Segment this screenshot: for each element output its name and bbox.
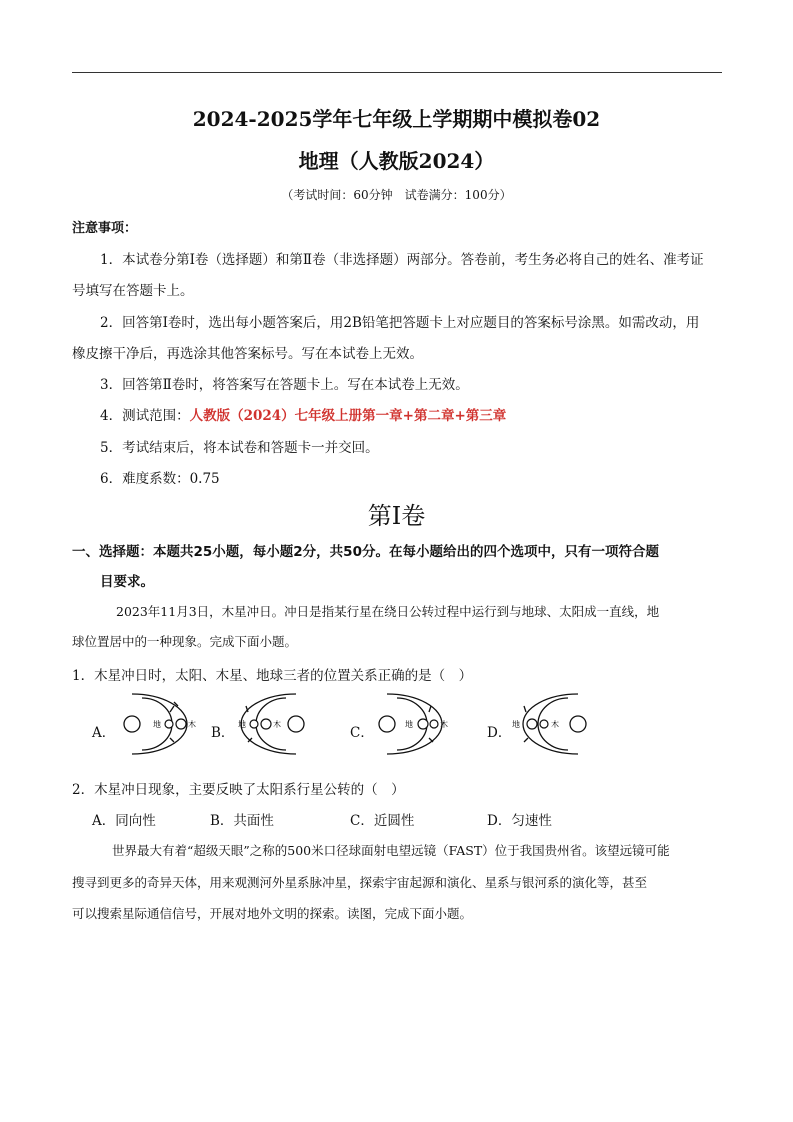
q1-option-c-label: C．	[350, 725, 374, 741]
notice-heading: 注意事项：	[72, 221, 138, 236]
jupiter-icon	[176, 719, 186, 729]
q1-option-c-diagram	[373, 692, 457, 756]
passage-1: 2023年11月3日，木星冲日。冲日是指某行星在绕日公转过程中运行到与地球、太阳成一直线，地	[116, 604, 660, 619]
passage-2: 世界最大有着“超级天眼”之称的500米口径球面射电望远镜（FAST）位于我国贵州省。该望远镜可能	[112, 843, 670, 858]
jupiter-icon	[261, 719, 271, 729]
sun-icon	[570, 716, 586, 732]
q2-option-b: B．共面性	[210, 813, 274, 829]
subject-title: 地理（人教版2024）	[298, 149, 495, 173]
notice-item-4-prefix: 4．测试范围：	[100, 408, 190, 424]
header-rule	[72, 72, 722, 73]
sun-icon	[124, 716, 140, 732]
earth-icon	[430, 720, 438, 728]
earth-label: 地	[238, 720, 246, 729]
notice-item-2-cont: 橡皮擦干净后，再选涂其他答案标号。写在本试卷上无效。	[72, 346, 423, 362]
q1-option-d-label: D．	[487, 725, 512, 741]
jupiter-icon	[527, 719, 537, 729]
jupiter-label: 木	[440, 720, 448, 729]
earth-icon	[540, 720, 548, 728]
jupiter-icon	[418, 719, 428, 729]
passage-1-cont: 球位置居中的一种现象。完成下面小题。	[72, 634, 298, 649]
passage-2-cont-2: 可以搜索星际通信信号，开展对地外文明的探索。读图，完成下面小题。	[72, 906, 473, 921]
earth-label: 地	[512, 720, 520, 729]
volume-title: 第Ⅰ卷	[367, 502, 426, 530]
section-heading: 一、选择题：本题共25小题，每小题2分，共50分。在每小题给出的四个选项中，只有一项符合题	[72, 544, 659, 560]
q2-option-d: D．匀速性	[487, 813, 552, 829]
question-1-stem: 1．木星冲日时，太阳、木星、地球三者的位置关系正确的是（ ）	[72, 668, 473, 684]
earth-label: 地	[405, 720, 413, 729]
question-2-stem: 2．木星冲日现象，主要反映了太阳系行星公转的（ ）	[72, 782, 405, 798]
q1-option-b-label: B．	[211, 725, 235, 741]
notice-item-2: 2．回答第Ⅰ卷时，选出每小题答案后，用2B铅笔把答题卡上对应题目的答案标号涂黑。如需改动，用	[100, 315, 700, 331]
sun-icon	[288, 716, 304, 732]
notice-item-1-cont: 号填写在答题卡上。	[72, 283, 194, 299]
q1-option-d-diagram	[510, 692, 592, 756]
exam-title: 2024-2025学年七年级上学期期中模拟卷02	[192, 107, 601, 131]
earth-icon	[250, 720, 258, 728]
q2-option-c: C．近圆性	[350, 813, 415, 829]
passage-2-cont-1: 搜寻到更多的奇异天体，用来观测河外星系脉冲星，探索宇宙起源和演化、星系与银河系的演化等，甚至	[72, 875, 648, 890]
sun-icon	[379, 716, 395, 732]
notice-item-1: 1．本试卷分第Ⅰ卷（选择题）和第Ⅱ卷（非选择题）两部分。答卷前，考生务必将自己的姓名、准考证	[100, 252, 704, 268]
section-heading-cont: 目要求。	[100, 574, 154, 590]
jupiter-label: 木	[188, 720, 196, 729]
notice-item-5: 5．考试结束后，将本试卷和答题卡一并交回。	[100, 440, 379, 456]
q1-option-a-label: A．	[92, 725, 116, 741]
notice-item-4	[100, 404, 506, 424]
earth-label: 地	[153, 720, 161, 729]
notice-item-3: 3．回答第Ⅱ卷时，将答案写在答题卡上。写在本试卷上无效。	[100, 377, 469, 393]
earth-icon	[165, 720, 173, 728]
test-range: 人教版（2024）七年级上册第一章+第二章+第三章	[189, 408, 507, 424]
q2-option-a: A．同向性	[92, 813, 156, 829]
notice-item-6: 6．难度系数：0.75	[100, 471, 220, 487]
q1-option-b-diagram	[234, 692, 314, 756]
q1-option-a-diagram	[112, 692, 204, 756]
jupiter-label: 木	[551, 720, 559, 729]
jupiter-label: 木	[273, 720, 281, 729]
exam-info: （考试时间：60分钟 试卷满分：100分）	[281, 188, 512, 202]
